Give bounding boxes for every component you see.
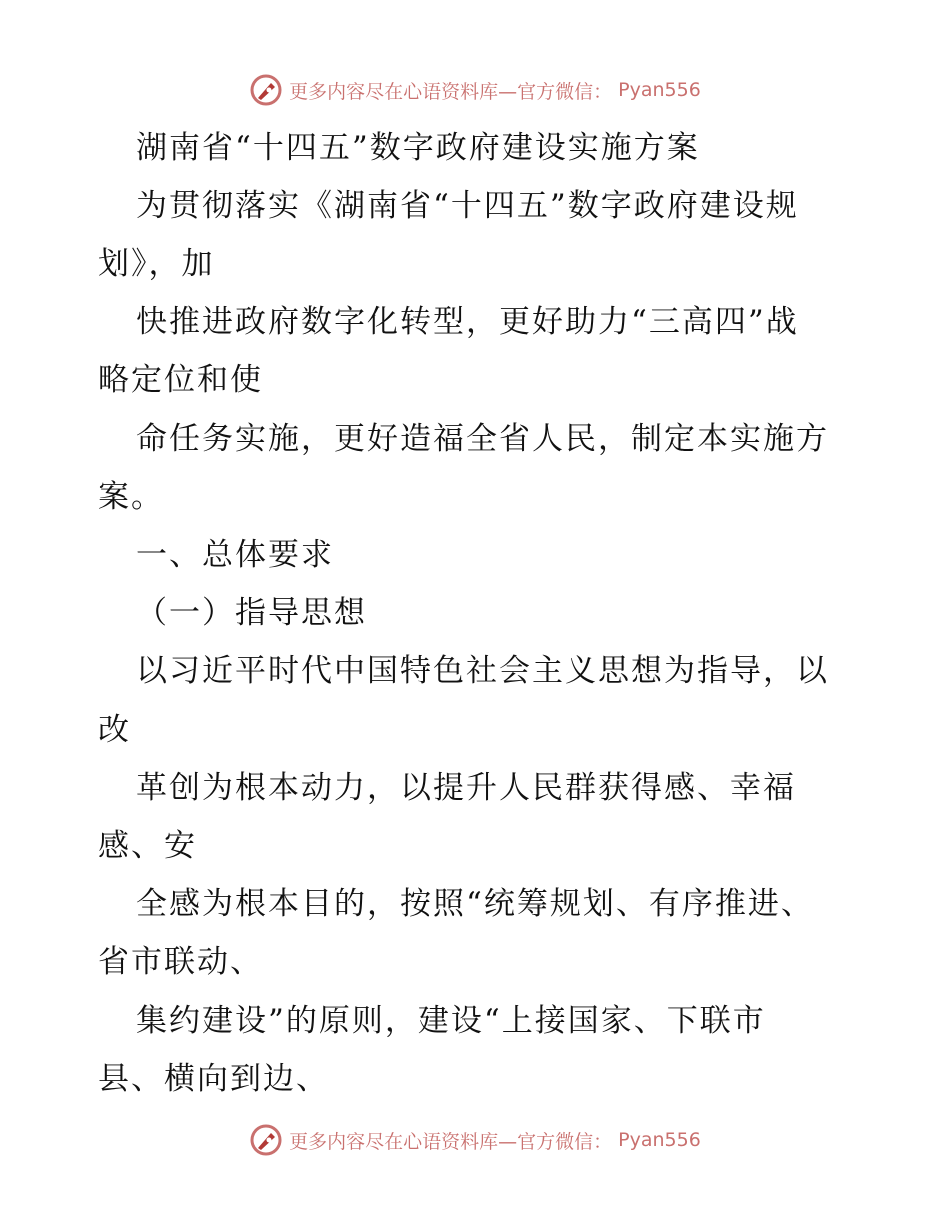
watermark-text: 更多内容尽在心语资料库—官方微信： xyxy=(289,1130,613,1153)
paragraph-line: 感、安 xyxy=(98,828,197,864)
paragraph-line: 划》，加 xyxy=(98,246,215,282)
header-watermark xyxy=(0,70,950,110)
paragraph-line: 改 xyxy=(98,712,131,748)
watermark-text: 更多内容尽在心语资料库—官方微信： xyxy=(289,80,613,103)
document-title: 湖南省“十四五”数字政府建设实施方案 xyxy=(136,130,700,166)
paragraph-line: 集约建设”的原则，建设“上接国家、下联市 xyxy=(136,1003,766,1039)
watermark-id: Pyan556 xyxy=(618,1129,701,1151)
paragraph-line: 略定位和使 xyxy=(98,362,263,398)
footer-watermark xyxy=(0,1120,950,1160)
paragraph-line: 命任务实施，更好造福全省人民，制定本实施方 xyxy=(136,421,829,457)
pen-nib-circle-icon xyxy=(249,1123,283,1157)
section-heading: 一、总体要求 xyxy=(136,537,334,573)
paragraph-line: 县、横向到边、 xyxy=(98,1061,329,1097)
paragraph-line: 为贯彻落实《湖南省“十四五”数字政府建设规 xyxy=(136,188,799,224)
paragraph-line: 快推进政府数字化转型，更好助力“三高四”战 xyxy=(136,304,799,340)
paragraph-line: 全感为根本目的，按照“统筹规划、有序推进、 xyxy=(136,886,814,922)
paragraph-line: 省市联动、 xyxy=(98,944,263,980)
watermark-id: Pyan556 xyxy=(618,79,701,101)
pen-nib-circle-icon xyxy=(249,73,283,107)
paragraph-line: 案。 xyxy=(98,479,164,515)
paragraph-line: 以习近平时代中国特色社会主义思想为指导，以 xyxy=(136,653,829,689)
paragraph-line: 革创为根本动力，以提升人民群获得感、幸福 xyxy=(136,770,796,806)
subsection-heading: （一）指导思想 xyxy=(136,595,367,631)
